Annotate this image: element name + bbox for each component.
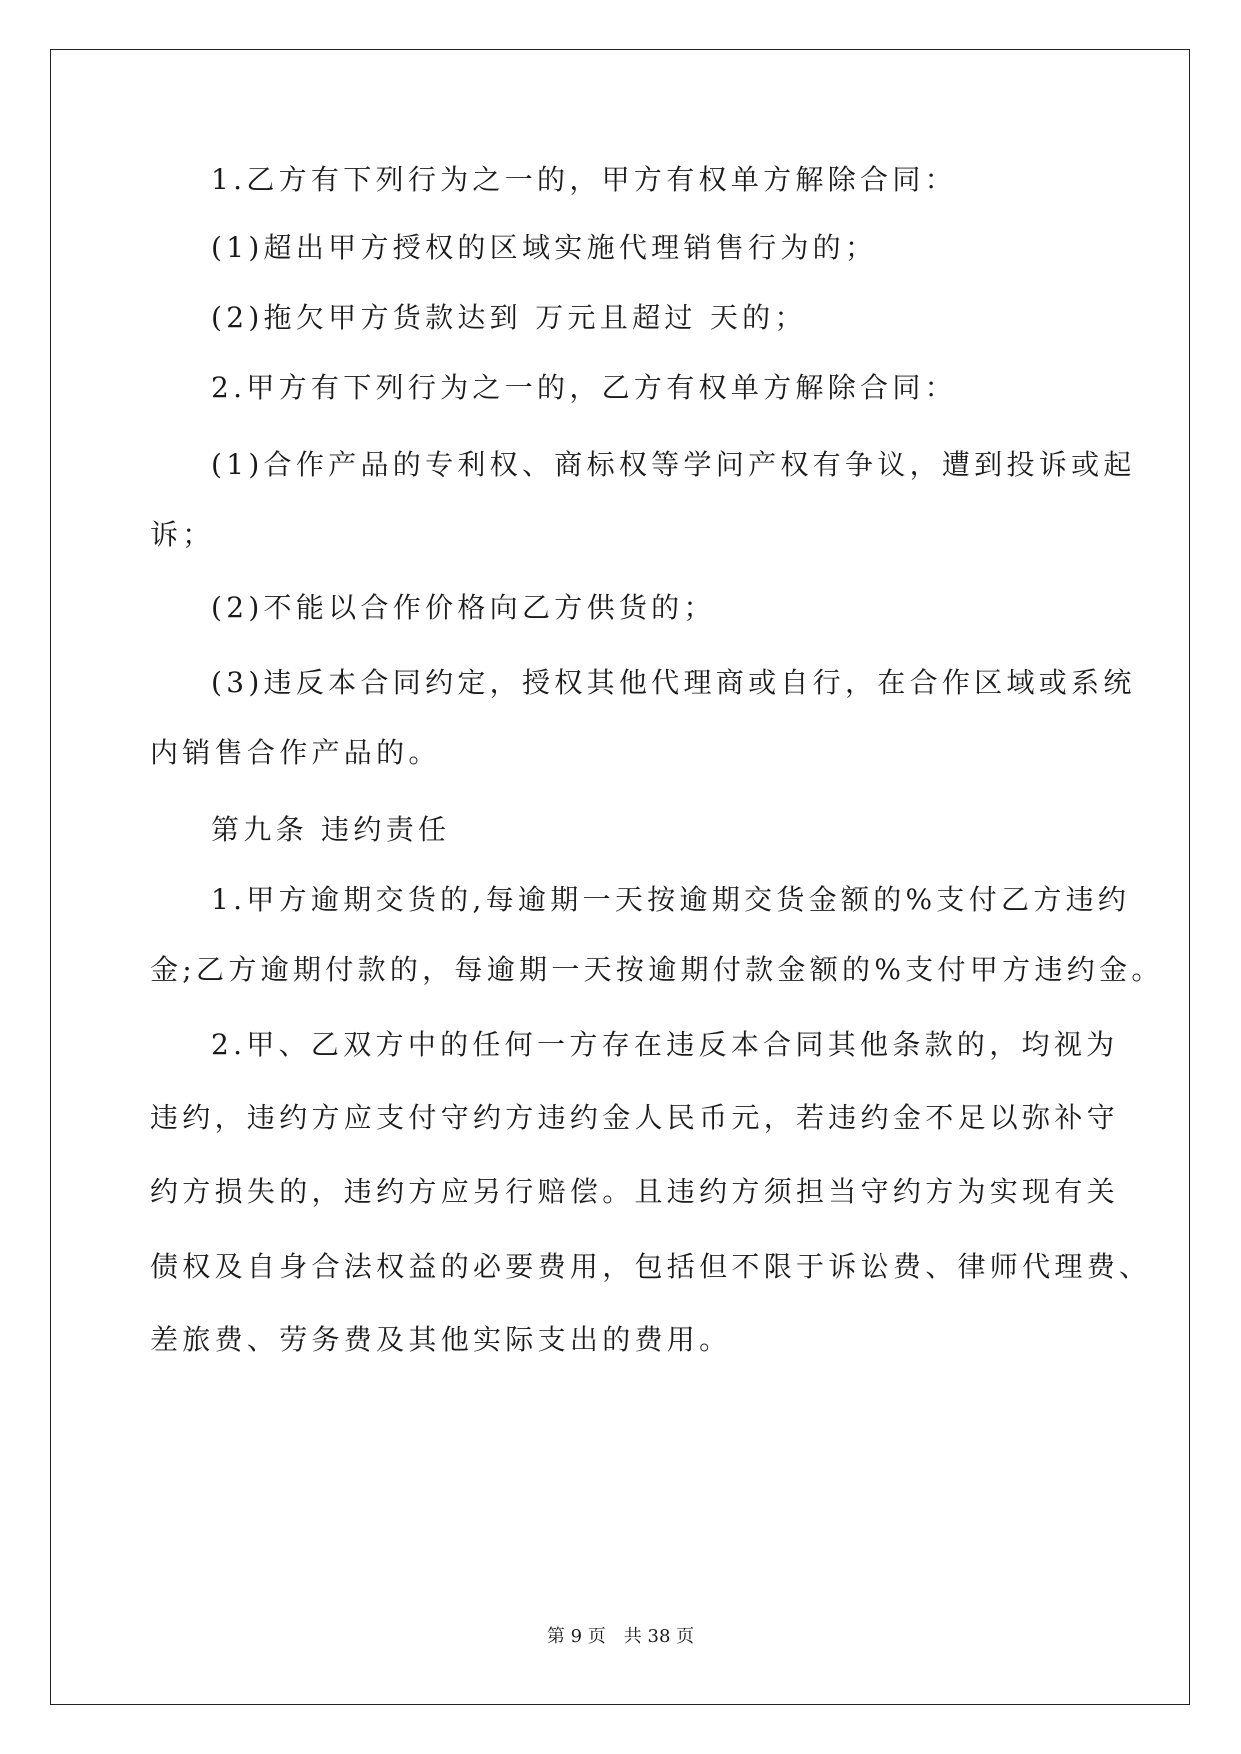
paragraph-line: 差旅费、劳务费及其他实际支出的费用。: [150, 1323, 732, 1356]
paragraph-line: (2)拖欠甲方货款达到 万元且超过 天的；: [211, 301, 807, 334]
paragraph-line: 2.甲、乙双方中的任何一方存在违反本合同其他条款的，均视为: [211, 1028, 1119, 1061]
paragraph-line: 债权及自身合法权益的必要费用，包括但不限于诉讼费、律师代理费、: [150, 1250, 1152, 1283]
paragraph-line: 内销售合作产品的。: [150, 736, 441, 769]
paragraph-line: 2.甲方有下列行为之一的，乙方有权单方解除合同：: [211, 371, 957, 404]
paragraph-line: 1.甲方逾期交货的,每逾期一天按逾期交货金额的%支付乙方违约: [211, 883, 1131, 916]
section-heading: 第九条 违约责任: [211, 813, 451, 846]
paragraph-line: (1)合作产品的专利权、商标权等学问产权有争议，遭到投诉或起: [211, 448, 1136, 481]
paragraph-line: 违约，违约方应支付守约方违约金人民币元，若违约金不足以弥补守: [150, 1101, 1120, 1134]
paragraph-line: 1.乙方有下列行为之一的，甲方有权单方解除合同：: [211, 163, 957, 196]
paragraph-line: 约方损失的，违约方应另行赔偿。且违约方须担当守约方为实现有关: [150, 1175, 1120, 1208]
paragraph-line: 金;乙方逾期付款的，每逾期一天按逾期付款金额的%支付甲方违约金。: [150, 953, 1164, 986]
paragraph-line: (3)违反本合同约定，授权其他代理商或自行，在合作区域或系统: [211, 666, 1136, 699]
paragraph-line: 诉；: [150, 518, 215, 551]
page-number-footer: 第 9 页 共 38 页: [546, 1626, 695, 1647]
paragraph-line: (1)超出甲方授权的区域实施代理销售行为的；: [211, 231, 878, 264]
paragraph-line: (2)不能以合作价格向乙方供货的；: [211, 591, 716, 624]
